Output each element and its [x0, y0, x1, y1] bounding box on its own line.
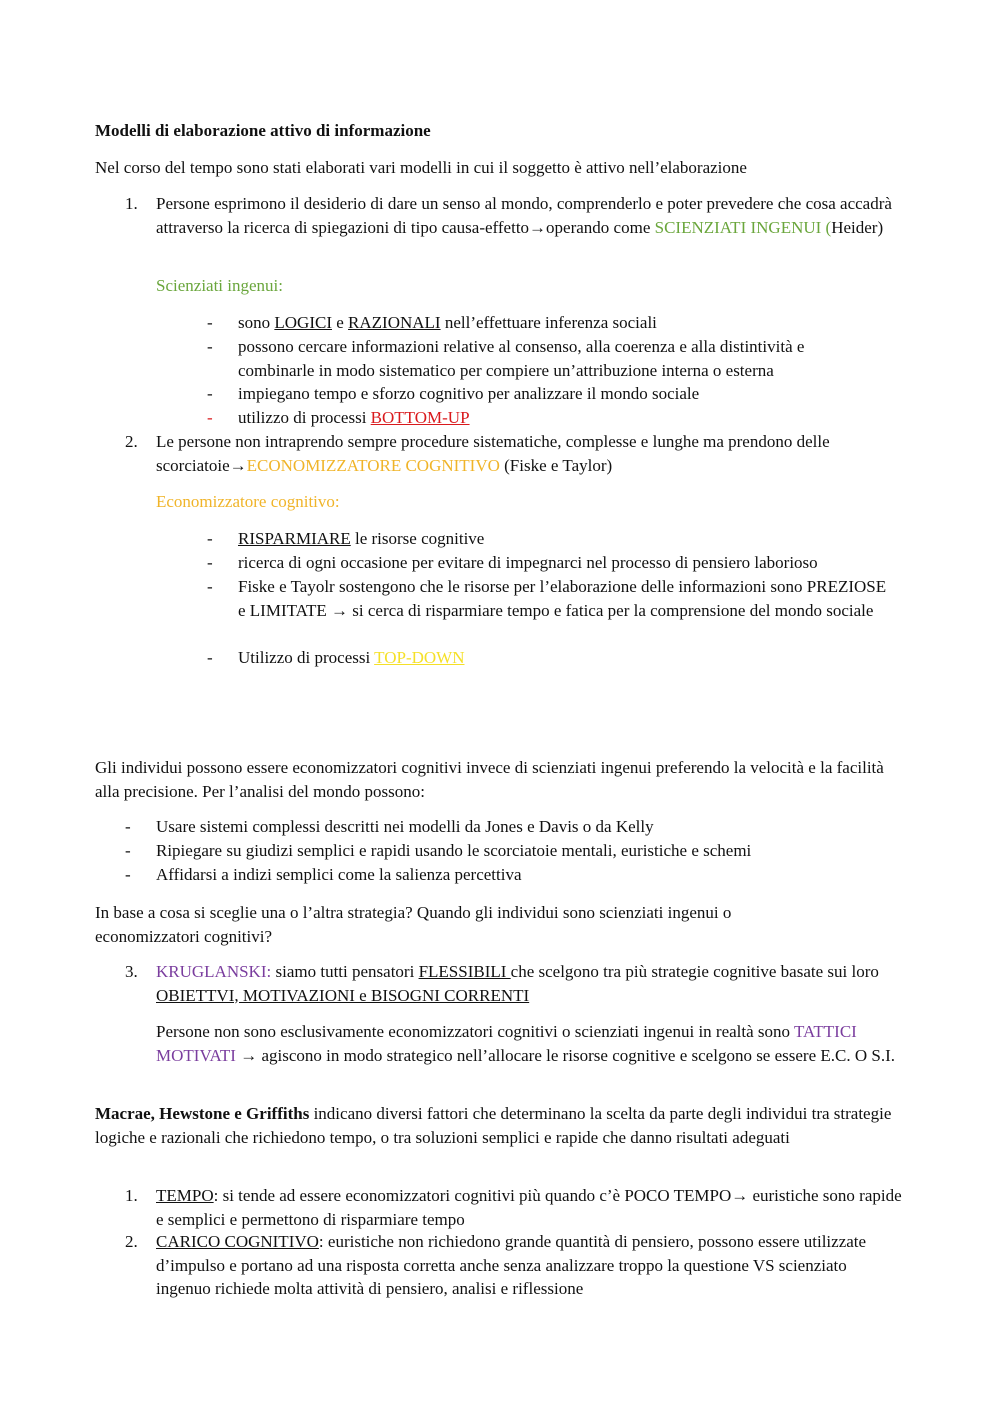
- list-item-text: [156, 430, 905, 477]
- bullet-text: Affidarsi a indizi semplici come la salienza percettiva: [156, 865, 522, 884]
- bullet-text: [238, 406, 867, 430]
- bullet-text: ricerca di ogni occasione per evitare di impegnarci nel processo di pensiero laborioso: [238, 553, 818, 572]
- text: Utilizzo di processi: [238, 648, 375, 667]
- underlined-term: RAZIONALI: [348, 313, 441, 332]
- text: utilizzo di processi: [238, 408, 371, 427]
- text: indicano diversi fattori che determinano la scelta da parte degli individui tra strategie logiche e razionali che richiedono tempo, o tra soluzioni semplici e rapide che danno risultati adeguati: [95, 1104, 892, 1147]
- individui-paragraph: Gli individui possono essere economizzatori cognitivi invece di scienziati ingenui preferendo la velocità e la facilità alla precisione. Per l’analisi del mondo possono:: [95, 758, 884, 801]
- list-number: 2.: [125, 1232, 138, 1251]
- list-number: 1.: [125, 194, 138, 213]
- bullet-text: [238, 646, 887, 670]
- bullet-item: [207, 575, 887, 622]
- list-number: 2.: [125, 432, 138, 451]
- bullet-item: [207, 382, 867, 406]
- list-item-text: [156, 960, 905, 1007]
- bullet-item: [207, 335, 867, 382]
- dash-marker: -: [125, 817, 131, 836]
- bullet-item: [125, 815, 885, 839]
- tattici-paragraph: [156, 1020, 908, 1067]
- factor-term: TEMPO: [156, 1186, 214, 1205]
- bottom-up-term: BOTTOM-UP: [370, 408, 470, 427]
- underlined-term: RISPARMIARE: [238, 529, 351, 548]
- underlined-term: LOGICI: [274, 313, 332, 332]
- bullet-item: [207, 646, 887, 670]
- text: : euristiche non richiedono grande quantità di pensiero, possono essere utilizzate d’impulso e portano ad una risposta corretta anche senza analizzare troppo la questione VS scienziato ingenuo richiede molta attività di pensiero, analisi e riflessione: [156, 1232, 867, 1298]
- bullet-item: [207, 406, 867, 430]
- bullet-item: [125, 863, 885, 887]
- bullet-text: Fiske e Tayolr sostengono che le risorse per l’elaborazione delle informazioni sono PREZIOSE e LIMITATE → si cerca di risparmiare tempo e fatica per la comprensione del mondo sociale: [238, 577, 887, 620]
- text: siamo tutti pensatori: [271, 962, 419, 981]
- economizzatore-highlight: ECONOMIZZATORE COGNITIVO: [246, 455, 500, 475]
- dash-marker: -: [207, 529, 213, 548]
- factor-text: [156, 1184, 905, 1231]
- dash-marker: -: [125, 865, 131, 884]
- underlined-term: FLESSIBILI: [418, 962, 511, 981]
- kruglanski-name: KRUGLANSKI:: [156, 962, 272, 981]
- economizzatore-heading: Economizzatore cognitivo:: [156, 492, 340, 511]
- author-reference: (Fiske e Taylor): [499, 455, 613, 475]
- bullet-text: [238, 311, 867, 335]
- dash-marker: -: [207, 313, 213, 332]
- item-text: operando come: [546, 217, 655, 237]
- text: : si tende ad essere economizzatori cognitivi più quando c’è POCO TEMPO→ euristiche sono rapide e semplici e permettono di risparmiare tempo: [156, 1186, 902, 1229]
- bullet-text: Ripiegare su giudizi semplici e rapidi usando le scorciatoie mentali, euristiche e schemi: [156, 841, 752, 860]
- dash-marker: -: [207, 553, 213, 572]
- bullet-text: Usare sistemi complessi descritti nei modelli da Jones e Davis o da Kelly: [156, 817, 654, 836]
- factor-item: [125, 1230, 905, 1301]
- dash-marker: -: [207, 337, 213, 356]
- factor-item: [125, 1184, 905, 1231]
- dash-marker: -: [207, 577, 213, 596]
- list-item-3: [125, 960, 905, 1007]
- macrae-paragraph: [95, 1102, 910, 1149]
- dash-marker: -: [207, 408, 213, 427]
- dash-marker: -: [125, 841, 131, 860]
- list-item-text: [156, 192, 905, 239]
- bullet-item: [207, 551, 887, 575]
- dash-marker: -: [207, 648, 213, 667]
- factor-term: CARICO COGNITIVO: [156, 1232, 319, 1251]
- factor-text: [156, 1230, 905, 1301]
- text: Persone non sono esclusivamente economizzatori cognitivi o scienziati ingenui in realtà sono: [156, 1022, 794, 1041]
- text: → agiscono in modo strategico nell’allocare le risorse cognitive e scelgono se essere E.C. O S.I.: [235, 1045, 896, 1065]
- author-reference: Heider): [831, 217, 884, 237]
- text: che scelgono tra più strategie cognitive basate sui loro: [510, 962, 879, 981]
- list-item-2: [125, 430, 905, 477]
- underlined-term: OBIETTVI, MOTIVAZIONI e BISOGNI CORRENTI: [156, 985, 530, 1005]
- tattici-motivati-highlight: TATTICI MOTIVATI: [156, 1022, 857, 1065]
- text: sono: [238, 313, 275, 332]
- list-number: 1.: [125, 1186, 138, 1205]
- arrow-icon: →: [229, 455, 247, 475]
- scienziati-ingenui-highlight: SCIENZIATI INGENUI (: [654, 217, 832, 237]
- item-text: Persone esprimono il desiderio di dare un senso al mondo, comprenderlo e poter prevedere che cosa accadrà attraverso la ricerca di spiegazioni di tipo causa-effetto: [156, 194, 892, 237]
- dash-marker: -: [207, 384, 213, 403]
- list-number: 3.: [125, 962, 138, 981]
- list-item-1: [125, 192, 905, 239]
- item-text: Le persone non intraprendo sempre procedure sistematiche, complesse e lunghe ma prendono delle scorciatoie: [156, 432, 830, 475]
- bullet-text: possono cercare informazioni relative al consenso, alla coerenza e alla distintività e combinarle in modo sistematico per compiere un’attribuzione interna o esterna: [238, 337, 805, 380]
- arrow-icon: →: [529, 217, 547, 237]
- bullet-item: [125, 839, 885, 863]
- document-title: Modelli di elaborazione attivo di informazione: [95, 121, 431, 140]
- text: nell’effettuare inferenza sociali: [440, 313, 657, 332]
- bullet-item: [207, 527, 887, 551]
- text: le risorse cognitive: [350, 529, 485, 548]
- question-paragraph: In base a cosa si sceglie una o l’altra strategia? Quando gli individui sono scienziati ingenui o economizzatori cognitivi?: [95, 903, 732, 946]
- scienziati-heading: Scienziati ingenui:: [156, 276, 283, 295]
- top-down-term: TOP-DOWN: [374, 648, 465, 667]
- intro-paragraph: Nel corso del tempo sono stati elaborati vari modelli in cui il soggetto è attivo nell’elaborazione: [95, 158, 747, 177]
- bullet-item: [207, 311, 867, 335]
- macrae-authors: Macrae, Hewstone e Griffiths: [95, 1104, 310, 1123]
- bullet-text: [238, 527, 887, 551]
- text: e: [331, 313, 349, 332]
- bullet-text: impiegano tempo e sforzo cognitivo per analizzare il mondo sociale: [238, 384, 700, 403]
